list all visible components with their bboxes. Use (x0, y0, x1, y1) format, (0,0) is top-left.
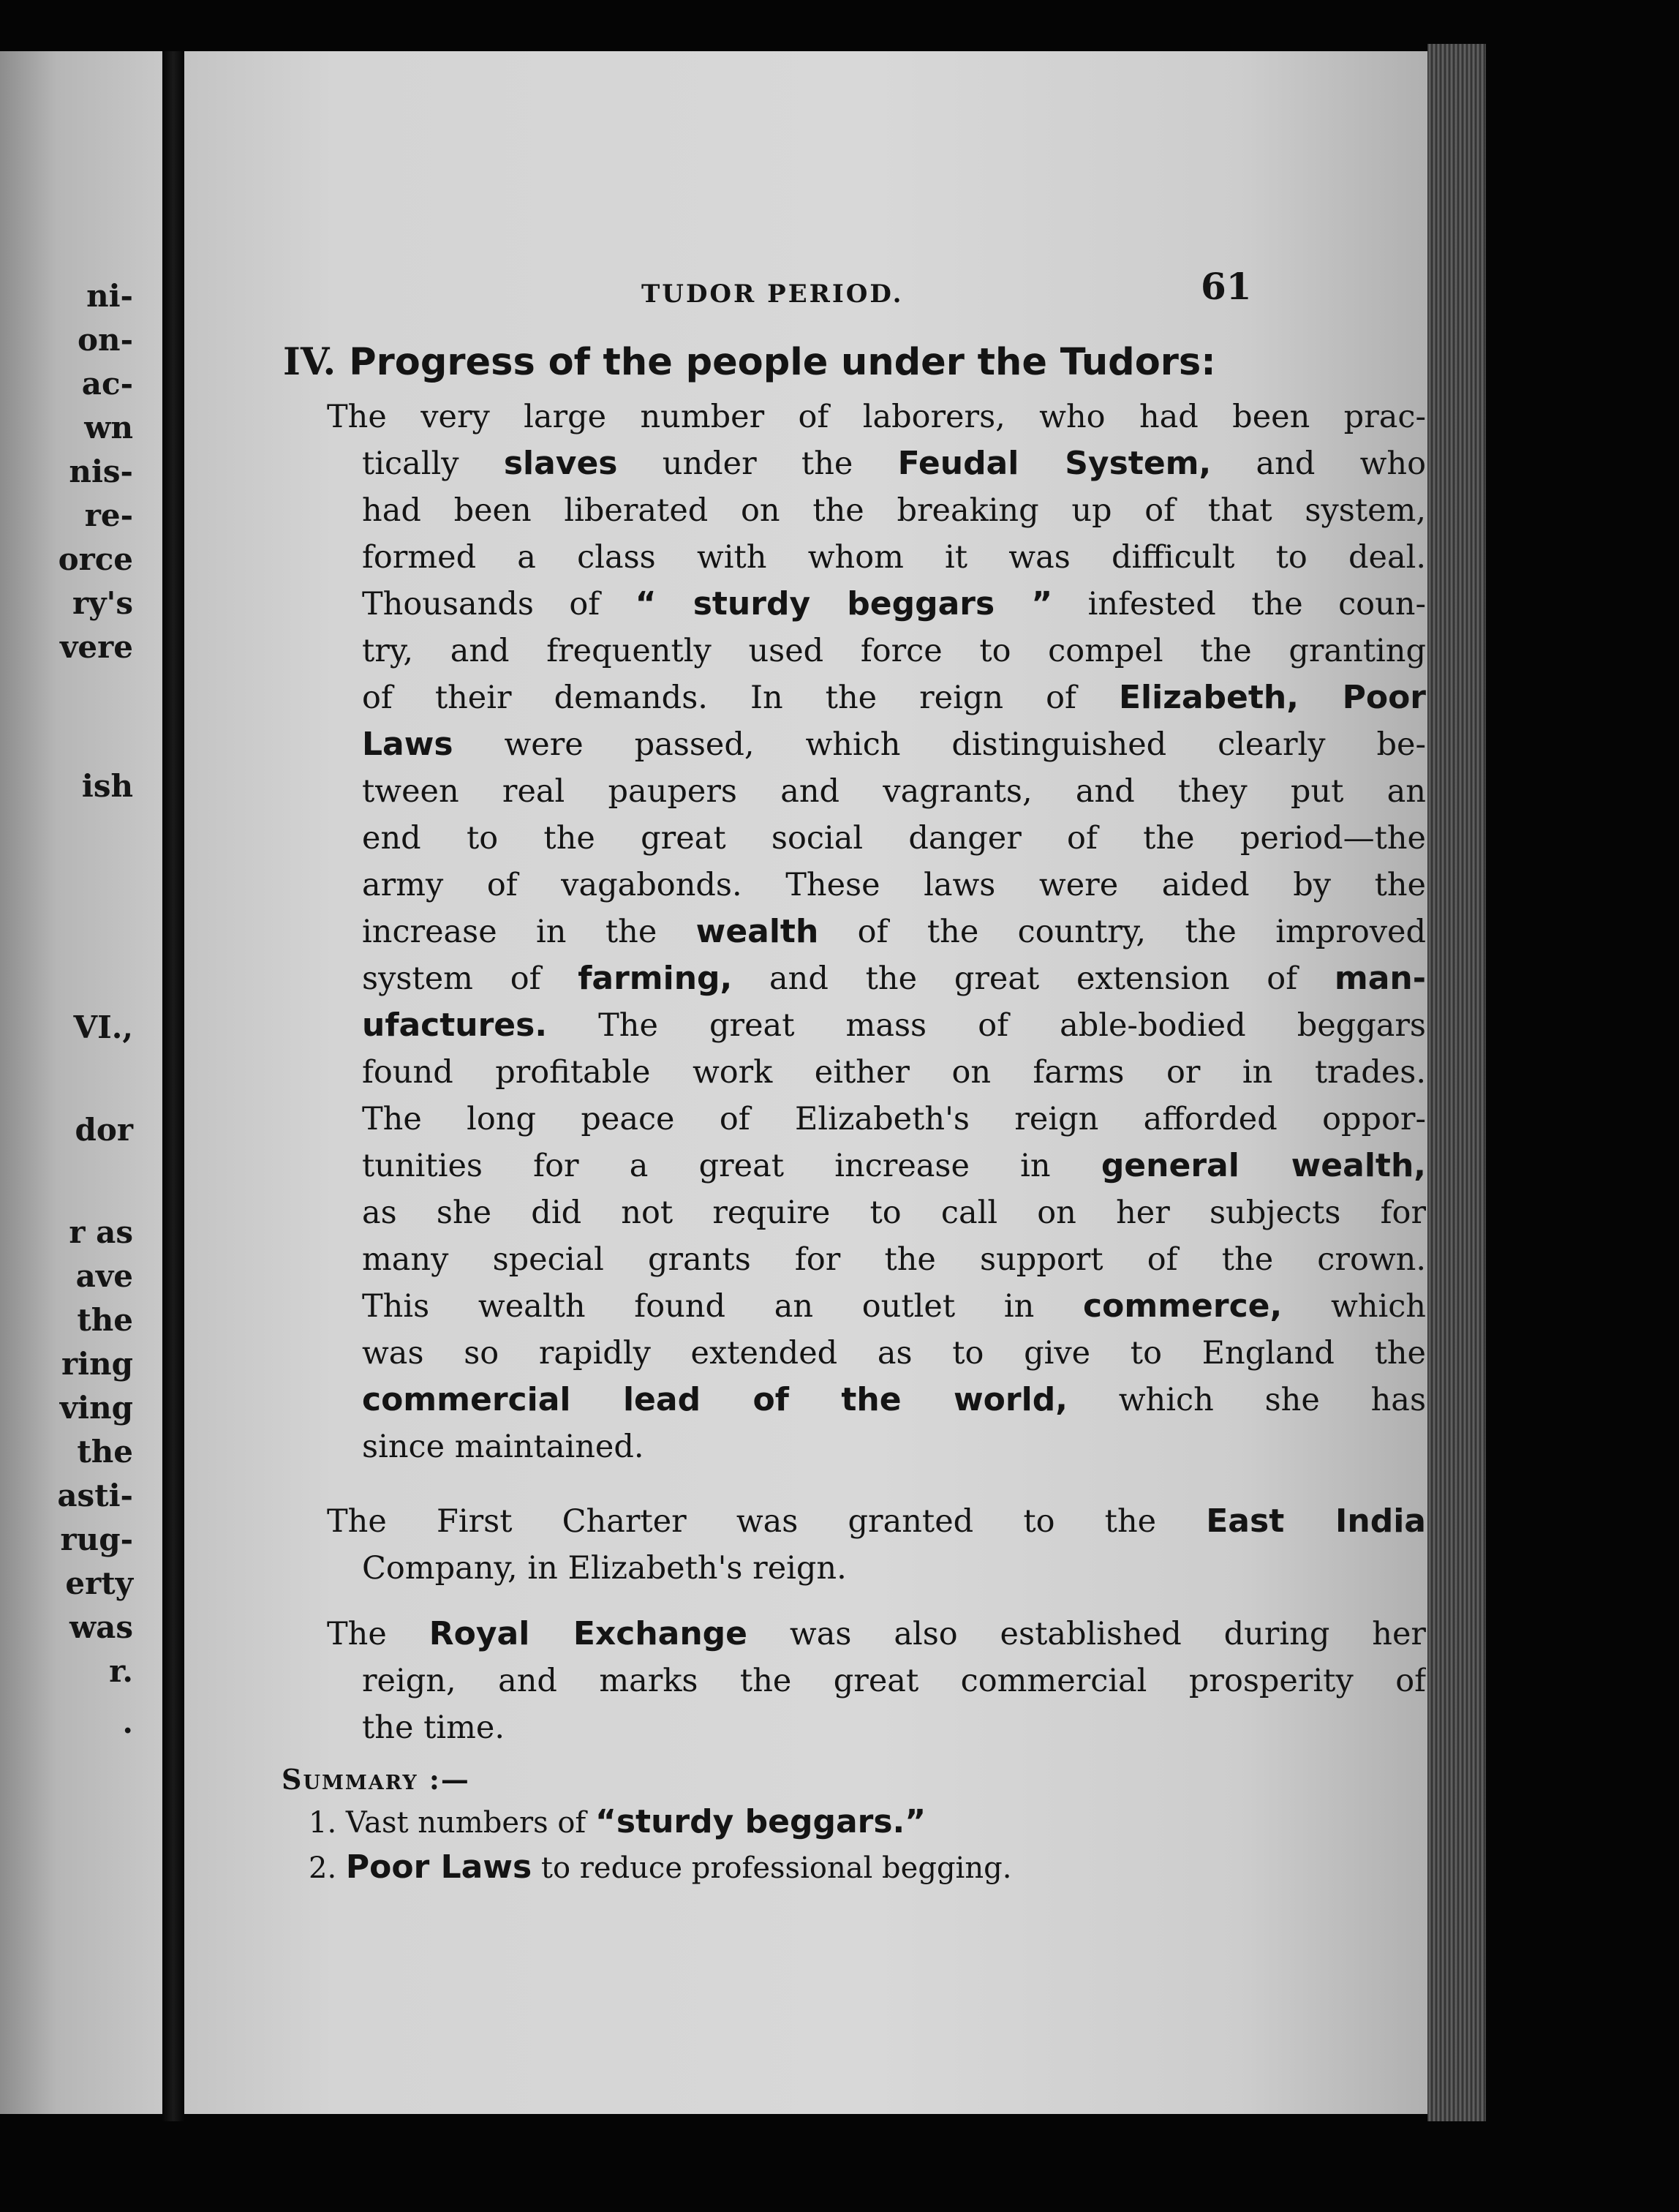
text-line: system of farming, and the great extension of man- (362, 960, 1426, 997)
facing-page-fragment: on- (78, 322, 133, 358)
facing-page-fragment: rug- (60, 1521, 133, 1557)
facing-page-fragment: was (69, 1609, 133, 1645)
emphasis-term: slaves (503, 445, 618, 482)
text-line: The very large number of laborers, who had been prac- (327, 399, 1426, 435)
emphasis-term: wealth (695, 913, 819, 950)
emphasis-term: Poor Laws (345, 1848, 532, 1886)
page-edges (1427, 44, 1486, 2121)
facing-page-fragment: ry's (72, 585, 133, 621)
emphasis-term: Royal Exchange (429, 1615, 748, 1652)
text-line: found profitable work either on farms or in trades. (362, 1054, 1426, 1091)
emphasis-term: “ sturdy beggars ” (635, 585, 1053, 622)
summary-label: Summary :— (282, 1763, 470, 1796)
emphasis-term: “sturdy beggars.” (595, 1803, 927, 1840)
section-heading (283, 340, 1424, 384)
facing-page-fragment: the (77, 1434, 133, 1470)
facing-page-fragment: nis- (69, 454, 133, 489)
text-line: had been liberated on the breaking up of that system, (362, 492, 1426, 529)
facing-page-fragment: ving (59, 1390, 133, 1426)
emphasis-term: East India (1206, 1502, 1426, 1540)
facing-page-fragment: re- (84, 497, 133, 533)
facing-page-fragment: wn (84, 410, 133, 445)
text-line: The long peace of Elizabeth's reign afforded oppor- (362, 1101, 1426, 1137)
facing-page-fragment: erty (65, 1565, 133, 1601)
facing-page-fragment: asti- (57, 1478, 133, 1513)
text-line: tween real paupers and vagrants, and they put an (362, 773, 1426, 810)
section-title: Progress of the people under the Tudors: (349, 341, 1216, 384)
summary-item: 1. Vast numbers of “sturdy beggars.” (309, 1803, 927, 1840)
emphasis-term: farming, (578, 960, 733, 997)
text-line: many special grants for the support of the crown. (362, 1241, 1426, 1278)
text-line: the time. (362, 1709, 505, 1746)
facing-page-fragment: VI., (73, 1009, 133, 1045)
emphasis-term: general wealth, (1101, 1147, 1426, 1184)
emphasis-term: man- (1334, 960, 1426, 997)
facing-page-fragment: dor (75, 1112, 133, 1148)
facing-page-fragment: ring (61, 1346, 133, 1382)
facing-page-fragment: ish (81, 768, 133, 804)
text-line: army of vagabonds. These laws were aided by the (362, 867, 1426, 903)
text-line: The First Charter was granted to the East India (327, 1502, 1426, 1540)
emphasis-term: Laws (362, 726, 453, 763)
text-line: The Royal Exchange was also established during her (327, 1615, 1426, 1652)
book-gutter (162, 51, 184, 2121)
text-line: Laws were passed, which distinguished clearly be- (362, 726, 1426, 763)
book-page (184, 51, 1427, 2114)
text-line: reign, and marks the great commercial prosperity of (362, 1663, 1426, 1699)
facing-page-fragment: . (122, 1704, 133, 1740)
text-line: formed a class with whom it was difficult to deal. (362, 539, 1426, 576)
page-header (184, 221, 1427, 309)
text-line: since maintained. (362, 1429, 644, 1465)
running-head: TUDOR PERIOD. (641, 279, 904, 309)
text-line: tically slaves under the Feudal System, and who (362, 445, 1426, 482)
facing-page-fragment: ni- (86, 278, 133, 314)
text-line: end to the great social danger of the period—the (362, 820, 1426, 857)
text-line: increase in the wealth of the country, the improved (362, 913, 1426, 950)
facing-page-fragment: r as (69, 1214, 133, 1250)
facing-page-fragment: orce (58, 541, 133, 577)
text-line: Thousands of “ sturdy beggars ” infested the coun- (362, 585, 1426, 622)
emphasis-term: commercial lead of the world, (362, 1381, 1068, 1418)
emphasis-term: Feudal System, (897, 445, 1212, 482)
summary-item: 2. Poor Laws to reduce professional begging. (309, 1848, 1012, 1886)
text-line: This wealth found an outlet in commerce, which (362, 1287, 1426, 1325)
facing-page (0, 51, 162, 2114)
text-line: ufactures. The great mass of able-bodied beggars (362, 1007, 1426, 1044)
facing-page-fragment: ac- (81, 366, 133, 402)
facing-page-fragment: r. (109, 1653, 133, 1689)
section-number: IV. (283, 340, 336, 384)
facing-page-fragment: ave (75, 1258, 133, 1294)
facing-page-fragment: vere (60, 629, 133, 665)
emphasis-term: commerce, (1083, 1287, 1283, 1325)
page-number: 61 (1201, 265, 1252, 308)
text-line: try, and frequently used force to compel the granting (362, 633, 1426, 669)
emphasis-term: ufactures. (362, 1007, 548, 1044)
facing-page-fragment: the (77, 1302, 133, 1338)
text-line: of their demands. In the reign of Elizabeth, Poor (362, 679, 1426, 716)
text-line: tunities for a great increase in general wealth, (362, 1147, 1426, 1184)
text-line: commercial lead of the world, which she has (362, 1381, 1426, 1418)
text-line: was so rapidly extended as to give to England the (362, 1335, 1426, 1372)
emphasis-term: Elizabeth, Poor (1118, 679, 1426, 716)
text-line: Company, in Elizabeth's reign. (362, 1550, 847, 1587)
text-line: as she did not require to call on her subjects for (362, 1195, 1426, 1231)
